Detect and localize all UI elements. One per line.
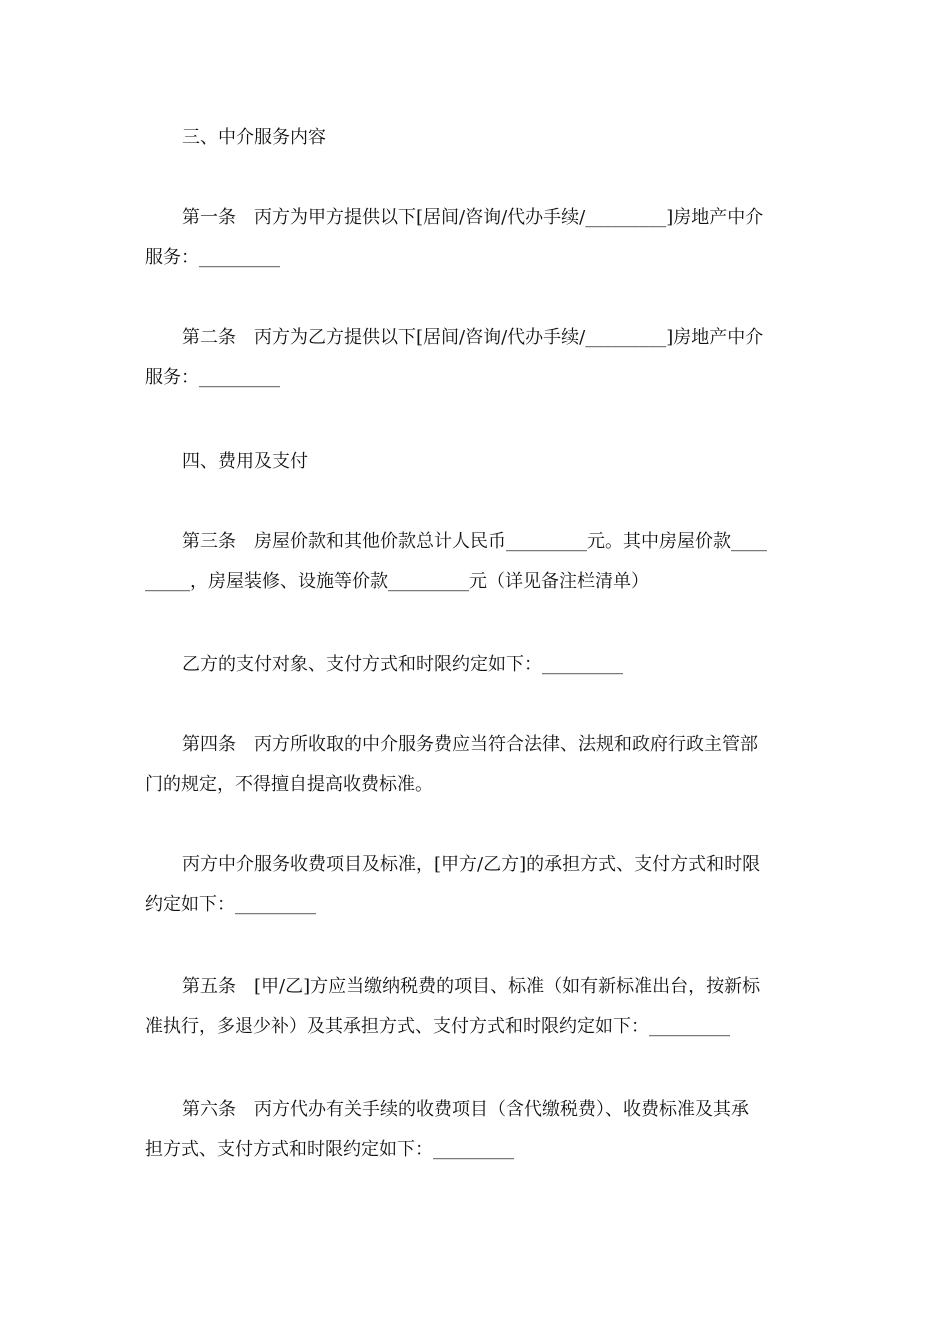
heading-text: 四、费用及支付 [182,451,308,472]
article-1 [145,198,805,278]
article-6 [145,1090,805,1170]
heading-text: 三、中介服务内容 [182,127,326,148]
article-1-line-2: 服务：_________ [145,247,280,268]
article-2-line-2: 服务：_________ [145,367,280,388]
article-1-line-1: 第一条 丙方为甲方提供以下[居间/咨询/代办手续/_________]房地产中介 [182,207,764,228]
article-5-line-1: 第五条 [甲/乙]方应当缴纳税费的项目、标准（如有新标准出台，按新标 [182,976,761,997]
article-4-line-1: 第四条 丙方所收取的中介服务费应当符合法律、法规和政府行政主管部 [182,734,758,755]
payment-terms-line: 乙方的支付对象、支付方式和时限约定如下：_________ [182,654,623,675]
article-5 [145,967,805,1047]
article-4-line-2: 门的规定，不得擅自提高收费标准。 [145,774,433,795]
article-5-line-2: 准执行，多退少补）及其承担方式、支付方式和时限约定如下：_________ [145,1016,730,1037]
article-3 [145,522,805,602]
fee-terms [145,845,805,925]
article-2-line-1: 第二条 丙方为乙方提供以下[居间/咨询/代办手续/_________]房地产中介 [182,327,764,348]
article-3-line-2: _____，房屋装修、设施等价款_________元（详见备注栏清单） [145,571,649,592]
fee-terms-line-2: 约定如下：_________ [145,894,316,915]
article-3-line-1: 第三条 房屋价款和其他价款总计人民币_________元。其中房屋价款____ [182,531,767,552]
article-4 [145,725,805,805]
fee-terms-line-1: 丙方中介服务收费项目及标准，[甲方/乙方]的承担方式、支付方式和时限 [182,854,761,875]
article-2 [145,318,805,398]
section-heading-fees-payment [145,442,805,482]
article-6-line-2: 担方式、支付方式和时限约定如下：_________ [145,1139,514,1160]
section-heading-service-content [145,118,805,158]
article-6-line-1: 第六条 丙方代办有关手续的收费项目（含代缴税费）、收费标准及其承 [182,1099,749,1120]
payment-terms [145,645,805,685]
